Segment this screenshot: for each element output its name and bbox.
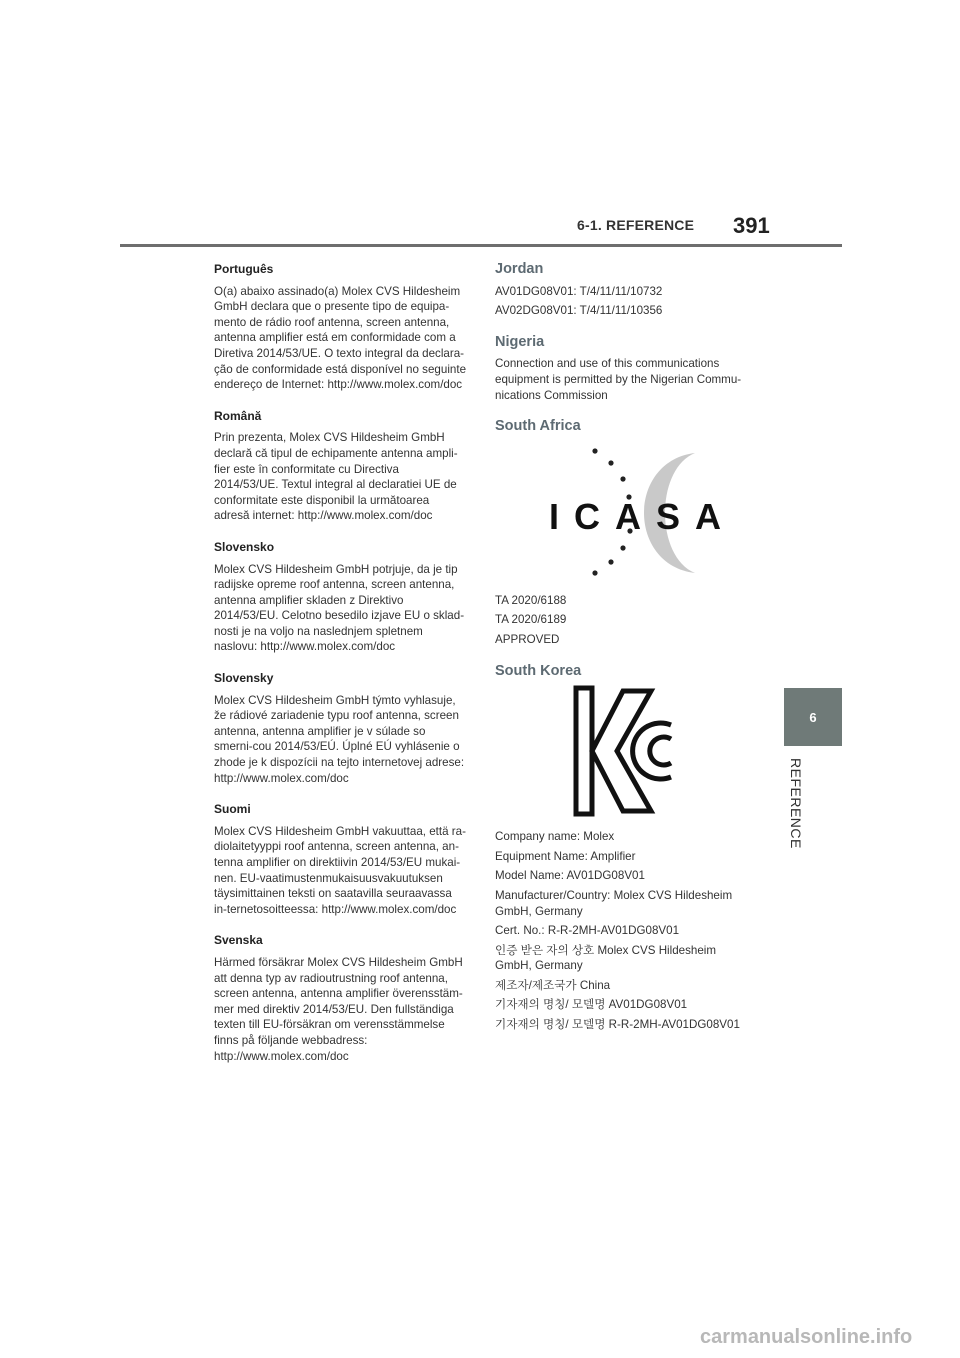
korea-line: 기자재의 명칭/ 모델명 AV01DG08V01 — [495, 998, 688, 1012]
lang-text: Molex CVS Hildesheim GmbH potrjuje, da je tip radijske opreme roof antenna, screen antenna, antenna amplifier skladen z Direktivo 2014/53/EU. Celotno besedilo izjave EU o sklad-nosti je na voljo na naslednjem spletnem naslovu: http://www.molex.com/doc — [214, 562, 465, 654]
korea-line: Equipment Name: Amplifier — [495, 849, 636, 863]
page-number: 391 — [733, 213, 770, 238]
lang-heading: Português — [214, 262, 274, 276]
approval-line: APPROVED — [495, 632, 560, 646]
region-nigeria — [495, 335, 750, 403]
chapter-tab: 6 — [784, 688, 842, 746]
lang-text: O(a) abaixo assinado(a) Molex CVS Hildesheim GmbH declara que o presente tipo de equipa-mento de rádio roof antenna, screen antenna, antenna amplifier está em conformidade com a Diretiva 2014/53/UE. O texto integral da declara-ção de conformidade está disponível no seguinte endereço de Internet: http://www.molex.com/doc — [214, 284, 467, 392]
region-jordan — [495, 262, 750, 319]
approval-line: TA 2020/6189 — [495, 613, 567, 627]
lang-text: Härmed försäkrar Molex CVS Hildesheim GmbH att denna typ av radioutrustning roof antenna, screen antenna, antenna amplifier överensstäm-mer med direktiv 2014/53/EU. Den fullständiga texten till EU-försäkran om verensstämmelse finns på följande webbadress: http://www.molex.com/doc — [214, 955, 463, 1063]
icasa-logo-text: ICASA — [549, 495, 737, 537]
lang-suomi — [214, 802, 466, 917]
lang-heading: Slovensky — [214, 671, 274, 686]
lang-slovensko — [214, 540, 466, 655]
korea-line: Cert. No.: R-R-2MH-AV01DG08V01 — [495, 924, 680, 938]
lang-svenska — [214, 933, 466, 1064]
right-column — [495, 262, 750, 1049]
icasa-logo — [547, 447, 737, 579]
nigeria-text: Connection and use of this communications equipment is permitted by the Nigerian Commu-nications Commission — [495, 357, 742, 402]
region-heading: South Korea — [495, 662, 582, 679]
lang-heading: Slovensko — [214, 539, 275, 554]
lang-text: Molex CVS Hildesheim GmbH vakuuttaa, että ra-diolaitetyyppi roof antenna, screen antenna, an-tenna amplifier on direktiivin 2014/53/EU mukai-nen. EU-vaatimustenmukaisuusvakuutuksen täysimittainen teksti on saatavilla seuraavassa in-ternetosoitteessa: http://www.molex.com/doc — [214, 824, 466, 916]
section-title: 6-1. REFERENCE — [577, 217, 695, 233]
chapter-label: REFERENCE — [788, 758, 804, 849]
lang-heading: Svenska — [214, 933, 263, 948]
approval-line: AV01DG08V01: T/4/11/11/10732 — [495, 284, 663, 298]
approval-line: TA 2020/6188 — [495, 593, 567, 607]
korea-line: 기자재의 명칭/ 모델명 R-R-2MH-AV01DG08V01 — [495, 1018, 740, 1032]
lang-text: Prin prezenta, Molex CVS Hildesheim GmbH declară că tipul de echipamente antenna ampli-fier este în conformitate cu Directiva 2014/53/UE. Textul integral al declaratiei UE de conformitate este disponibil la următoarea adresă internet: http://www.molex.com/doc — [214, 431, 458, 523]
lang-portugues — [214, 262, 466, 393]
region-south-africa — [495, 419, 750, 647]
approval-line: AV02DG08V01: T/4/11/11/10356 — [495, 304, 663, 318]
kc-mark-logo — [573, 685, 673, 817]
korea-line: 제조자/제조국가 China — [495, 978, 611, 992]
korea-line: 인증 받은 자의 상호 Molex CVS Hildesheim GmbH, Germany — [495, 943, 717, 973]
lang-slovensky — [214, 671, 466, 786]
korea-line: Model Name: AV01DG08V01 — [495, 869, 645, 883]
lang-heading: Suomi — [214, 802, 251, 817]
watermark: carmanualsonline.info — [700, 1326, 913, 1348]
left-column — [214, 262, 466, 1080]
region-heading: South Africa — [495, 418, 581, 435]
korea-line: Company name: Molex — [495, 830, 615, 844]
korea-line: Manufacturer/Country: Molex CVS Hildesheim GmbH, Germany — [495, 888, 733, 918]
lang-romana — [214, 409, 466, 524]
region-south-korea — [495, 664, 750, 1033]
header-divider — [120, 244, 842, 247]
region-heading: Nigeria — [495, 333, 545, 350]
region-heading: Jordan — [495, 261, 544, 277]
lang-heading: Română — [214, 408, 262, 423]
lang-text: Molex CVS Hildesheim GmbH týmto vyhlasuje, že rádiové zariadenie typu roof antenna, screen antenna, antenna amplifier je v súlade so smerni-cou 2014/53/EÚ. Úplné EÚ vyhlásenie o zhode je k dispozícii na tejto internetovej adrese: http://www.molex.com/doc — [214, 693, 465, 785]
